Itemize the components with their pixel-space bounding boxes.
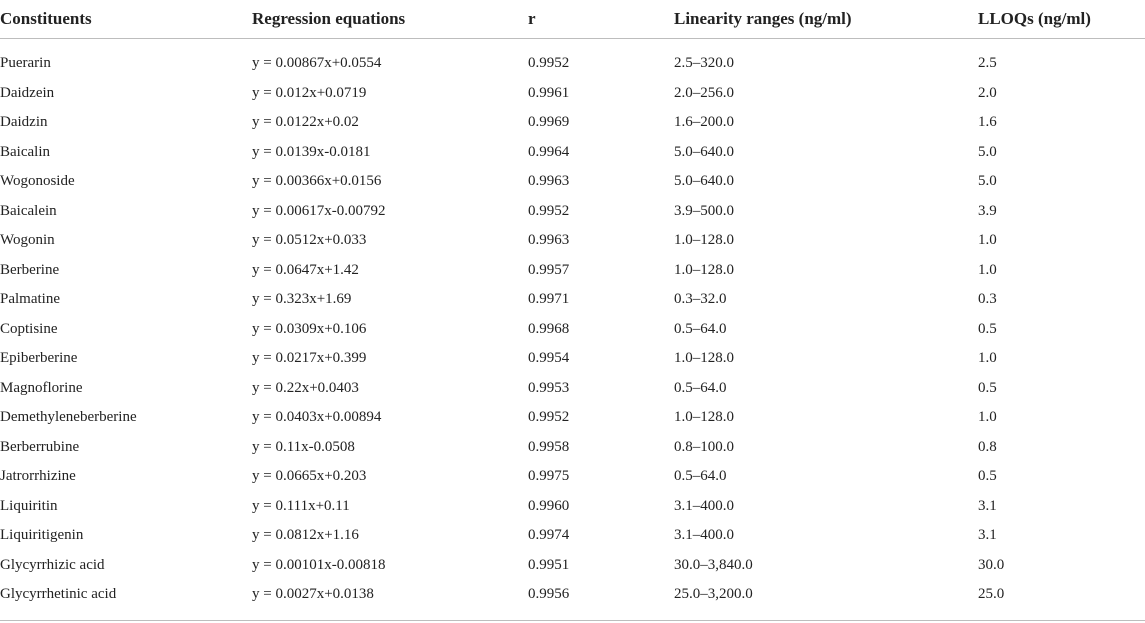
cell-lloq: 1.0 <box>978 232 997 249</box>
table-row <box>0 315 1145 345</box>
cell-regression-equation: y = 0.323x+1.69 <box>252 291 352 308</box>
cell-regression-equation: y = 0.00867x+0.0554 <box>252 55 382 72</box>
cell-linearity-range: 1.6–200.0 <box>674 114 734 131</box>
cell-constituent: Glycyrrhetinic acid <box>0 580 252 620</box>
cell-r: 0.9960 <box>528 497 570 514</box>
cell-linearity-range: 3.9–500.0 <box>674 202 734 219</box>
cell-regression-equation: y = 0.0812x+1.16 <box>252 527 359 544</box>
cell-regression-equation: y = 0.0665x+0.203 <box>252 468 367 485</box>
cell-r: 0.9964 <box>528 143 570 160</box>
cell-r: 0.9953 <box>528 379 570 396</box>
cell-linearity-range: 2.5–320.0 <box>674 55 734 72</box>
cell-constituent: Magnoflorine <box>0 379 83 396</box>
header-r: r <box>528 0 674 39</box>
cell-r: 0.9974 <box>528 527 570 544</box>
cell-constituent: Liquiritigenin <box>0 527 84 544</box>
cell-lloq: 0.3 <box>978 291 997 308</box>
table-row <box>0 138 1145 168</box>
cell-linearity-range: 0.5–64.0 <box>674 379 727 396</box>
cell-r: 0.9957 <box>528 261 570 278</box>
cell-constituent: Jatrorrhizine <box>0 468 76 485</box>
header-lloqs: LLOQs (ng/ml) <box>978 0 1145 39</box>
cell-regression-equation: y = 0.111x+0.11 <box>252 497 350 514</box>
cell-regression-equation: y = 0.0139x-0.0181 <box>252 143 371 160</box>
table-row <box>0 108 1145 138</box>
table-row <box>0 403 1145 433</box>
cell-constituent: Demethyleneberberine <box>0 409 137 426</box>
table-row <box>0 462 1145 492</box>
table-row <box>0 374 1145 404</box>
cell-constituent: Liquiritin <box>0 497 58 514</box>
cell-r: 0.9952 <box>528 55 570 72</box>
cell-r: 0.9968 <box>528 320 570 337</box>
header-linearity-ranges: Linearity ranges (ng/ml) <box>674 0 978 39</box>
table-row <box>0 580 1145 620</box>
cell-lloq: 3.1 <box>978 497 997 514</box>
cell-r: 0.9971 <box>528 291 570 308</box>
table-row <box>0 79 1145 109</box>
cell-linearity-range: 30.0–3,840.0 <box>674 556 753 573</box>
cell-linearity-range: 3.1–400.0 <box>674 497 734 514</box>
cell-regression-equation: y = 0.0217x+0.399 <box>252 350 367 367</box>
cell-regression-equation: y = 0.0122x+0.02 <box>252 114 359 131</box>
table-row <box>0 344 1145 374</box>
cell-lloq: 1.0 <box>978 261 997 278</box>
cell-regression-equation: y = 0.00101x-0.00818 <box>252 556 386 573</box>
cell-linearity-range: 1.0–128.0 <box>674 350 734 367</box>
cell-r: 0.9963 <box>528 173 570 190</box>
cell-lloq: 5.0 <box>978 173 997 190</box>
header-row <box>0 0 1145 39</box>
cell-lloq: 5.0 <box>978 143 997 160</box>
cell-regression-equation: y = 0.0309x+0.106 <box>252 320 367 337</box>
table-row <box>0 197 1145 227</box>
cell-r: 0.9952 <box>528 202 570 219</box>
cell-regression-equation: y = 0.0512x+0.033 <box>252 232 367 249</box>
cell-constituent: Berberine <box>0 261 60 278</box>
cell-r: 0.9951 <box>528 556 570 573</box>
cell-constituent: Wogonoside <box>0 173 75 190</box>
table-row <box>0 551 1145 581</box>
cell-constituent: Baicalein <box>0 202 57 219</box>
cell-constituent: Berberrubine <box>0 438 80 455</box>
cell-lloq: 0.5 <box>978 468 997 485</box>
cell-lloq: 25.0 <box>978 580 1145 620</box>
table-row <box>0 256 1145 286</box>
cell-r: 0.9969 <box>528 114 570 131</box>
table-row <box>0 167 1145 197</box>
cell-regression-equation: y = 0.0403x+0.00894 <box>252 409 382 426</box>
cell-constituent: Puerarin <box>0 55 51 72</box>
cell-lloq: 3.1 <box>978 527 997 544</box>
cell-regression-equation: y = 0.0027x+0.0138 <box>252 580 528 620</box>
cell-regression-equation: y = 0.012x+0.0719 <box>252 84 367 101</box>
cell-linearity-range: 2.0–256.0 <box>674 84 734 101</box>
cell-constituent: Daidzein <box>0 84 55 101</box>
cell-regression-equation: y = 0.00617x-0.00792 <box>252 202 386 219</box>
cell-lloq: 1.6 <box>978 114 997 131</box>
cell-linearity-range: 0.8–100.0 <box>674 438 734 455</box>
cell-linearity-range: 3.1–400.0 <box>674 527 734 544</box>
cell-linearity-range: 1.0–128.0 <box>674 409 734 426</box>
header-regression-equations: Regression equations <box>252 0 528 39</box>
header-constituents: Constituents <box>0 0 252 39</box>
cell-linearity-range: 0.5–64.0 <box>674 320 727 337</box>
cell-lloq: 0.8 <box>978 438 997 455</box>
cell-linearity-range: 5.0–640.0 <box>674 143 734 160</box>
cell-r: 0.9954 <box>528 350 570 367</box>
cell-regression-equation: y = 0.00366x+0.0156 <box>252 173 382 190</box>
cell-constituent: Epiberberine <box>0 350 78 367</box>
cell-linearity-range: 25.0–3,200.0 <box>674 580 978 620</box>
cell-linearity-range: 0.3–32.0 <box>674 291 727 308</box>
table-row <box>0 226 1145 256</box>
cell-r: 0.9956 <box>528 580 674 620</box>
table-row <box>0 492 1145 522</box>
cell-lloq: 30.0 <box>978 556 1005 573</box>
cell-r: 0.9952 <box>528 409 570 426</box>
cell-r: 0.9958 <box>528 438 570 455</box>
cell-constituent: Baicalin <box>0 143 50 160</box>
cell-constituent: Wogonin <box>0 232 55 249</box>
cell-linearity-range: 1.0–128.0 <box>674 261 734 278</box>
table-row <box>0 433 1145 463</box>
cell-lloq: 1.0 <box>978 409 997 426</box>
cell-regression-equation: y = 0.22x+0.0403 <box>252 379 359 396</box>
cell-constituent: Glycyrrhizic acid <box>0 556 105 573</box>
table-body <box>0 39 1145 621</box>
cell-r: 0.9963 <box>528 232 570 249</box>
cell-constituent: Coptisine <box>0 320 58 337</box>
cell-regression-equation: y = 0.11x-0.0508 <box>252 438 355 455</box>
cell-r: 0.9975 <box>528 468 570 485</box>
cell-linearity-range: 0.5–64.0 <box>674 468 727 485</box>
cell-regression-equation: y = 0.0647x+1.42 <box>252 261 359 278</box>
cell-constituent: Daidzin <box>0 114 48 131</box>
cell-lloq: 0.5 <box>978 320 997 337</box>
cell-lloq: 2.0 <box>978 84 997 101</box>
table-row <box>0 285 1145 315</box>
table-row <box>0 521 1145 551</box>
cell-r: 0.9961 <box>528 84 570 101</box>
cell-lloq: 2.5 <box>978 55 997 72</box>
cell-lloq: 1.0 <box>978 350 997 367</box>
cell-linearity-range: 5.0–640.0 <box>674 173 734 190</box>
cell-constituent: Palmatine <box>0 291 60 308</box>
cell-lloq: 0.5 <box>978 379 997 396</box>
cell-linearity-range: 1.0–128.0 <box>674 232 734 249</box>
table-row <box>0 39 1145 79</box>
cell-lloq: 3.9 <box>978 202 997 219</box>
